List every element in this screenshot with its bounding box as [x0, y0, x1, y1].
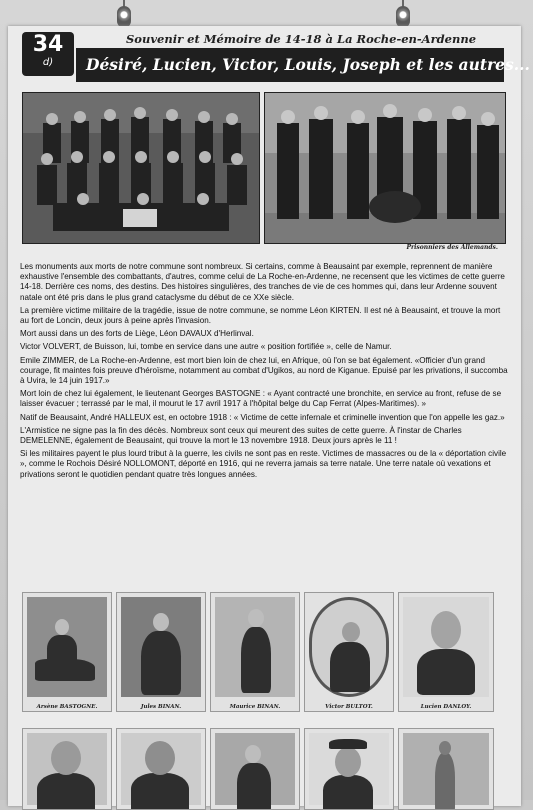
body-paragraph: Si les militaires payent le plus lourd tribut à la guerre, les civils ne sont pas en reste. Victimes de massacres ou de la « déportation civile », comme le Rochois Désiré NOLLOMONT, déporté en 1916, qui ne reverra jamais sa terre natale. Une terre natale où vexations et privations seront le quotidien pendant quatre très longues années.: [20, 449, 507, 479]
group-photo-image: [23, 93, 259, 243]
portrait-photo: [309, 733, 389, 805]
portrait-card: [304, 592, 394, 712]
body-paragraph: Victor VOLVERT, de Buisson, lui, tombe en service dans une autre « position fortifiée », celle de Namur.: [20, 342, 392, 352]
portrait-photo: [403, 597, 489, 697]
portrait-photo: [215, 733, 295, 805]
body-paragraph: Mort loin de chez lui également, le lieutenant Georges BASTOGNE : « Ayant contracté une bronchite, en service au front, refuse de se laisser évacuer ; terrassé par le mal, il mourut le 17 avril 1917 à l'hôpital belge du Cap Ferrat (Alpes-Maritimes). »: [20, 389, 502, 409]
portrait-card: [210, 728, 300, 810]
exhibition-panel: [8, 26, 530, 806]
body-paragraph: La première victime militaire de la tragédie, issue de notre commune, se nomme Léon KIRTEN. Il est né à Beausaint, et trouve la mort au fort de Loncin, deux jours à peine après l'invasion.: [20, 305, 501, 326]
portrait-photo: [215, 597, 295, 697]
hanging-hook: [117, 6, 131, 28]
panel-subtitle: Souvenir et Mémoire de 14-18 à La Roche-en-Ardenne: [126, 32, 477, 46]
portrait-card: [398, 592, 494, 712]
prisoners-photo-image: [265, 93, 505, 243]
portrait-photo: [27, 733, 107, 805]
portrait-card: [304, 728, 394, 810]
portrait-card: [22, 728, 112, 810]
portrait-card: [22, 592, 112, 712]
portrait-caption: Jules BINAN.: [140, 704, 182, 710]
portrait-photo: [403, 733, 489, 805]
panel-number: 34: [32, 32, 64, 57]
portrait-card: [210, 592, 300, 712]
prisoners-photo: [264, 92, 506, 244]
prisoners-photo-caption: Prisonniers des Allemands.: [406, 244, 498, 251]
body-paragraph: Les monuments aux morts de notre commune sont nombreux. Si certains, comme à Beausaint par exemple, reprennent de manière exhaustive l'ensemble des combattants, d'autres, comme celui de La Roche-en-Ardenne, ne recensent que les victimes de cette guerre 14-18. Derrière ces noms, des destins. Des histoires singulières, des tranches de vie de ces hommes qui, dans leur Ardenne souvent natale ont été pris dans le plus grand cataclysme du début de ce XXe siècle.: [20, 262, 505, 302]
portrait-photo: [121, 733, 201, 805]
body-paragraph: Emile ZIMMER, de La Roche-en-Ardenne, est mort bien loin de chez lui, en Afrique, où l'on se bat également. «Officier d'un grand courage, fit maintes fois preuve d'héroïsme, notamment au combat d'Ugikos, au nord de Kiganue. Epuisé par les privations, il succomba à Uvira, le 14 juin 1917.»: [20, 355, 508, 386]
portrait-photo: [309, 597, 389, 697]
portrait-caption: Victor BULTOT.: [325, 704, 373, 710]
body-paragraph: Mort aussi dans un des forts de Liège, Léon DAVAUX d'Herlinval.: [20, 329, 254, 339]
panel-number-badge: [22, 32, 74, 76]
portrait-card: [116, 728, 206, 810]
portrait-caption: Maurice BINAN.: [229, 704, 281, 710]
title-bar: [76, 48, 530, 82]
body-paragraph: Natif de Beausaint, André HALLEUX est, en octobre 1918 : « Victime de cette infernale et criminelle invention que l'on appelle les gaz.»: [20, 412, 505, 422]
portrait-card: [398, 728, 494, 810]
body-paragraph: L'Armistice ne signe pas la fin des décès. Nombreux sont ceux qui meurent des suites de cette guerre. À l'instar de Charles DEMELENNE, également de Beausaint, qui trouve la mort le 13 novembre 1918. Deux jours après le 11 !: [20, 425, 462, 446]
portrait-caption: Lucien DANLOY.: [420, 704, 472, 710]
portrait-card: [116, 592, 206, 712]
portrait-caption: Arsène BASTOGNE.: [36, 704, 98, 710]
panel-title: Désiré, Lucien, Victor, Louis, Joseph et les autres...: [86, 55, 530, 74]
group-photo-soldiers: [22, 92, 260, 244]
hanging-hook: [396, 6, 410, 28]
body-text: [20, 262, 510, 483]
panel-number-suffix: d): [42, 57, 54, 68]
portrait-photo: [27, 597, 107, 697]
portrait-photo: [121, 597, 201, 697]
